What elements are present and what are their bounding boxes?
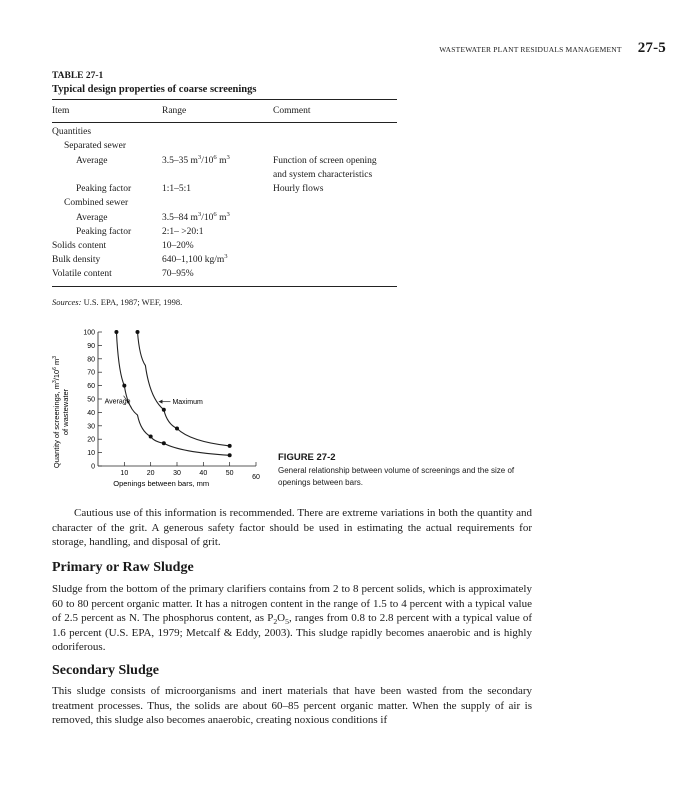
chart-arrowhead-maximum — [158, 400, 162, 404]
table-title: Typical design properties of coarse screenings — [52, 84, 257, 95]
table-cell-item: Average — [76, 213, 108, 223]
table-top-rule — [52, 99, 397, 100]
table-header-item: Item — [52, 106, 70, 116]
chart-y-tick-label: 80 — [87, 356, 95, 364]
chart-y-tick-label: 70 — [87, 369, 95, 377]
table-cell-range: 10–20% — [162, 241, 194, 251]
table-bottom-rule — [52, 286, 397, 287]
table-cell-item: Combined sewer — [64, 198, 129, 208]
chart-ylabel-line2: of wastewater — [61, 388, 70, 436]
table-cell-item: Separated sewer — [64, 141, 126, 151]
table-cell-range: 640–1,100 $kg/m^3$ — [162, 252, 228, 265]
table-cell-comment: and system characteristics — [273, 170, 373, 180]
table-row — [52, 198, 397, 212]
chart-ylabel-sup6: 6 — [52, 367, 58, 370]
table-cell-comment: Hourly flows — [273, 184, 324, 194]
table-cell-comment: Function of screen opening — [273, 156, 377, 166]
table-header-range: Range — [162, 106, 187, 116]
table-row — [52, 210, 397, 227]
table-cell-item: Peaking factor — [76, 227, 132, 237]
table-cell-item: Volatile content — [52, 269, 112, 279]
sources-label: Sources: — [52, 297, 82, 307]
chart-x-tick-label: 50 — [225, 470, 234, 477]
table-row — [52, 184, 397, 198]
heading-primary-sludge: Primary or Raw Sludge — [52, 560, 194, 575]
table-cell-item: Solids content — [52, 241, 107, 251]
table-cell-range: 3.5–84 $m^3/10^6$ $m^3$ — [162, 210, 230, 223]
chart-point-maximum — [162, 408, 166, 412]
running-head-title: WASTEWATER PLANT RESIDUALS MANAGEMENT — [439, 45, 622, 54]
table-cell-range: 1:1–5:1 — [162, 184, 192, 194]
chart-ylabel-sup3b: 3 — [52, 355, 58, 359]
chart-annotation-average: Average — [104, 398, 131, 406]
chart-y-tick-label: 60 — [87, 383, 95, 391]
chart-ylabel-munit: m — [52, 358, 61, 368]
table-cell-item: Quantities — [52, 127, 92, 137]
table-cell-range: 3.5–35 $m^3/10^6$ $m^3$ — [162, 153, 230, 166]
chart-annotation-maximum: Maximum — [172, 399, 203, 407]
chart-series-maximum — [138, 332, 230, 446]
chart-x-tick-label: 40 — [199, 470, 208, 477]
chart-y-tick-label: 0 — [91, 463, 95, 471]
chart-point-maximum — [136, 330, 140, 334]
chart-point-maximum — [228, 444, 232, 448]
body-paragraph-2: Sludge from the bottom of the primary clarifiers contains from 2 to 8 percent solids, which is approximately 60 to 80 percent organic matter. It has a nitrogen content in the range of 1.5 to 4 percent with a typical value of 2.5 percent as N. The phosphorus content, as $P_2O_5$, ranges from 0.8 to 2.8 percent with a typical value of 1.6 percent (U.S. EPA, 1979; Metcalf & Eddy, 2003). This sludge rapidly becomes anaerobic and is highly odoriferous. — [52, 583, 532, 653]
chart-y-tick-label: 90 — [87, 342, 95, 350]
figure-caption — [278, 452, 548, 488]
table-sources — [52, 297, 182, 307]
body-paragraph-3: This sludge consists of microorganisms and inert materials that have been wasted from the secondary treatment processes. Thus, the solids are about 60–85 percent organic matter. When the supply of air is removed, this sludge also becomes anaerobic, creating noxious conditions if — [52, 685, 532, 726]
screenings-chart — [50, 322, 280, 497]
heading-secondary-sludge: Secondary Sludge — [52, 663, 159, 678]
figure-caption-text: General relationship between volume of screenings and the size of openings between bars. — [278, 466, 515, 487]
table-row — [52, 269, 397, 283]
table-row — [52, 170, 397, 184]
figure-27-2 — [50, 322, 280, 502]
chart-y-tick-label: 20 — [87, 436, 95, 444]
table-row — [52, 141, 397, 155]
chart-point-average — [149, 435, 153, 439]
sources-text: U.S. EPA, 1987; WEF, 1998. — [81, 297, 183, 307]
chart-y-tick-label: 50 — [87, 396, 95, 404]
chart-x-label: Openings between bars, mm — [113, 479, 210, 488]
body-paragraph-1: Cautious use of this information is recommended. There are extreme variations in both the quantity and character of the grit. A generous safety factor should be used in estimating the actual requirements for storage, handling, and disposal of grit. — [52, 507, 532, 548]
table-cell-item: Bulk density — [52, 255, 101, 265]
chart-point-maximum — [175, 426, 179, 430]
page-number: 27-5 — [637, 40, 666, 56]
chart-point-average — [114, 330, 118, 334]
table-cell-item: Average — [76, 156, 108, 166]
table-row — [52, 127, 397, 141]
chart-point-average — [122, 384, 126, 388]
chart-x-tick-label: 20 — [146, 470, 155, 477]
table-cell-item: Peaking factor — [76, 184, 132, 194]
chart-y-tick-label: 30 — [87, 423, 95, 431]
table-row — [52, 153, 397, 170]
chart-ylabel-line1: Quantity of screenings, m — [52, 383, 61, 469]
chart-point-average — [162, 441, 166, 445]
chart-y-tick-label: 100 — [83, 329, 95, 337]
chart-x-tick-label: 10 — [120, 470, 129, 477]
running-head — [420, 40, 666, 57]
table-header-comment: Comment — [273, 106, 311, 116]
chart-series-average — [116, 332, 229, 455]
chart-x-tick-label: 30 — [173, 470, 181, 477]
chart-x-tick-label: 60 — [252, 474, 260, 481]
chart-y-tick-label: 40 — [87, 409, 95, 417]
chart-point-average — [228, 453, 232, 457]
chart-y-tick-label: 10 — [87, 450, 95, 458]
table-header-rule — [52, 122, 397, 123]
table-cell-range: 70–95% — [162, 269, 194, 279]
table-row — [52, 227, 397, 241]
table-row — [52, 252, 397, 269]
chart-ylabel-mid: /10 — [52, 369, 61, 381]
svg-text:Quantity of screenings, m3/106 — [52, 356, 61, 468]
figure-label: FIGURE 27-2 — [278, 452, 336, 463]
chart-ylabel-sup3: 3 — [52, 380, 58, 384]
table-cell-range: 2:1– >20:1 — [162, 227, 204, 237]
table-label: TABLE 27-1 — [52, 71, 104, 81]
